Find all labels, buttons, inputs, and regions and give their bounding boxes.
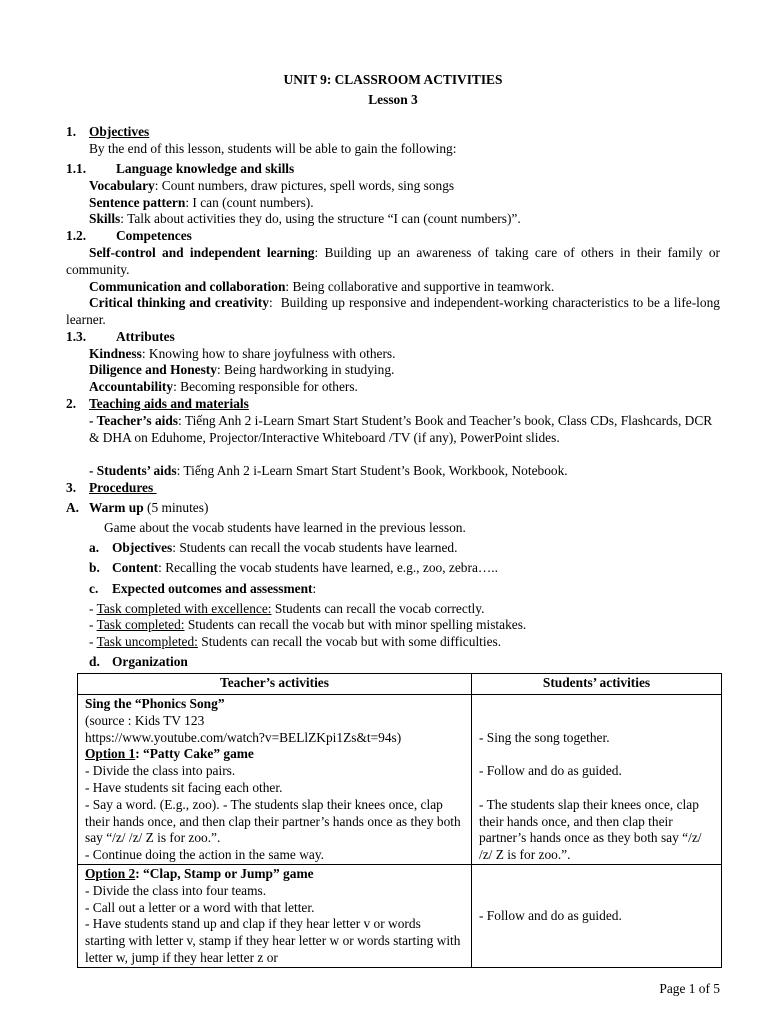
task-prefix: - (89, 617, 97, 632)
item-label: Sentence pattern (89, 195, 186, 210)
warm-up-objectives (89, 540, 457, 557)
attribute-accountability (89, 379, 358, 396)
task-label: Task completed: (96, 617, 185, 632)
item-label: Expected outcomes and assessment (112, 581, 313, 596)
stage-heading: Warm up (89, 500, 144, 515)
item-text: : Students can recall the vocab students have learned. (172, 540, 458, 555)
teacher-step: - Divide the class into pairs. (85, 763, 236, 779)
item-text: : Tiếng Anh 2 i-Learn Smart Start Student’s Book and Teacher’s book, Class CDs, Flashcards, DCR & DHA on Eduhome, Projector/Interactive Whiteboard /TV (if any), PowerPoint slides. (89, 413, 713, 445)
item-label: Objectives (112, 540, 173, 555)
competences-heading (66, 228, 192, 245)
item-label: Organization (112, 654, 188, 669)
language-item-sentence-pattern (89, 195, 314, 212)
item-label: - Teacher’s aids (89, 413, 179, 428)
student-activities-cell (472, 864, 722, 967)
item-text: : Being hardworking in studying. (216, 362, 395, 377)
section-heading: Procedures (89, 480, 157, 495)
subsection-number: 1.3. (66, 329, 87, 344)
option-label: Option 2 (85, 865, 136, 881)
option-name: : “Patty Cake” game (135, 746, 254, 762)
objectives-heading (66, 124, 149, 141)
item-letter: a. (89, 540, 100, 555)
page-number: Page 1 of 5 (659, 981, 720, 996)
item-letter: b. (89, 560, 100, 575)
language-item-vocabulary (89, 178, 454, 195)
subsection-number: 1.2. (66, 228, 87, 243)
teacher-activities-cell (78, 864, 472, 967)
warm-up-content (89, 560, 498, 577)
task-prefix: - (89, 601, 97, 616)
teacher-step: - Have students sit facing each other. (85, 779, 283, 795)
item-label: Self-control and independent learning (89, 245, 315, 260)
item-text: : Knowing how to share joyfulness with others. (141, 346, 396, 361)
competence-self-control (66, 245, 720, 279)
teacher-step: - Continue doing the action in the same way. (85, 847, 324, 863)
item-text: : Being collaborative and supportive in teamwork. (285, 279, 555, 294)
subsection-heading: Language knowledge and skills (116, 161, 295, 176)
item-text: : I can (count numbers). (185, 195, 314, 210)
stage-letter: A. (66, 500, 80, 515)
section-number: 3. (66, 480, 77, 495)
subsection-heading: Competences (116, 228, 192, 243)
subsection-number: 1.1. (66, 161, 87, 176)
item-label: Content (112, 560, 159, 575)
attributes-heading (66, 329, 175, 346)
student-step: - Sing the song together. (479, 729, 610, 745)
activity-title: Sing the “Phonics Song” (85, 696, 225, 711)
warm-up-intro: Game about the vocab students have learned in the previous lesson. (104, 520, 466, 535)
item-letter: c. (89, 581, 99, 596)
task-text: Students can recall the vocab but with some difficulties. (197, 634, 502, 649)
teaching-aids-heading (66, 396, 249, 413)
language-heading (66, 161, 294, 178)
teacher-step: - Call out a letter or a word with that letter. (85, 899, 315, 915)
warm-up-expected (89, 581, 316, 598)
item-label: Diligence and Honesty (89, 362, 217, 377)
student-step: - Follow and do as guided. (479, 763, 622, 779)
student-activities-cell (472, 695, 722, 865)
task-text: Students can recall the vocab but with minor spelling mistakes. (184, 617, 527, 632)
activity-source-url: https://www.youtube.com/watch?v=BELlZKpi1Zs&t=94s) (85, 729, 402, 745)
task-text: Students can recall the vocab correctly. (271, 601, 485, 616)
unit-title: UNIT 9: CLASSROOM ACTIVITIES (283, 72, 503, 87)
attribute-diligence (89, 362, 394, 379)
activity-source: (source : Kids TV 123 (85, 712, 205, 728)
option-label: Option 1 (85, 746, 136, 762)
table-row (78, 864, 722, 967)
task-completed (89, 617, 526, 634)
item-text: : Recalling the vocab students have learned, e.g., zoo, zebra….. (158, 560, 498, 575)
objectives-intro: By the end of this lesson, students will be able to gain the following: (89, 141, 457, 156)
column-header-teacher: Teacher’s activities (78, 674, 472, 695)
section-number: 2. (66, 396, 77, 411)
item-letter: d. (89, 654, 100, 669)
item-label: Accountability (89, 379, 174, 394)
item-label: Communication and collaboration (89, 279, 286, 294)
lesson-title: Lesson 3 (368, 92, 418, 107)
item-text: : Becoming responsible for others. (173, 379, 358, 394)
teacher-activities-cell (78, 695, 472, 865)
task-label: Task completed with excellence: (96, 601, 272, 616)
option-title (85, 866, 464, 883)
teacher-step: - Have students stand up and clap if they hear letter v or words starting with letter v, stamp if they hear letter w or words starting with letter w, jump if they hear letter z or (85, 916, 461, 965)
task-label: Task uncompleted: (96, 634, 198, 649)
item-text: : Count numbers, draw pictures, spell words, sing songs (154, 178, 455, 193)
item-label: Critical thinking and creativity (89, 295, 269, 310)
procedures-heading (66, 480, 157, 497)
warm-up-heading (66, 500, 208, 517)
student-aids (89, 463, 568, 480)
item-text: : (312, 581, 317, 596)
competence-critical-thinking (66, 295, 724, 329)
teacher-aids (89, 413, 721, 447)
column-header-students: Students’ activities (472, 674, 722, 695)
organization-table (77, 673, 722, 968)
item-text: : Tiếng Anh 2 i-Learn Smart Start Student’s Book, Workbook, Notebook. (176, 463, 568, 478)
table-row (78, 695, 722, 865)
item-label: - Students’ aids (89, 463, 177, 478)
section-heading: Objectives (89, 124, 150, 139)
teacher-step: - Say a word. (E.g., zoo). - The students slap their knees once, clap their hands once, and then clap their partner’s hands once as they both say “/z/ /z/ Z is for zoo.”. (85, 796, 461, 846)
item-text: : Building up an awareness of taking care of others in their family or community. (66, 245, 720, 277)
section-number: 1. (66, 124, 77, 139)
item-text: : Talk about activities they do, using the structure “I can (count numbers)”. (120, 211, 521, 226)
option-name: : “Clap, Stamp or Jump” game (135, 865, 314, 881)
table-header-row (78, 674, 722, 695)
item-text: : Building up responsive and independent-working characteristics to be a life-long learner. (66, 295, 724, 327)
warm-up-organization (89, 654, 188, 671)
task-uncompleted (89, 634, 501, 651)
teacher-step: - Divide the class into four teams. (85, 882, 267, 898)
stage-duration: (5 minutes) (143, 500, 209, 515)
task-excellence (89, 601, 484, 618)
option-title (85, 746, 464, 763)
item-label: Skills (89, 211, 121, 226)
student-step: - The students slap their knees once, clap their hands once, and then clap their partner’s hands once as they both say “/z/ /z/ Z is for zoo.”. (479, 796, 702, 863)
subsection-heading: Attributes (116, 329, 175, 344)
section-heading: Teaching aids and materials (89, 396, 249, 411)
item-label: Kindness (89, 346, 142, 361)
language-item-skills (89, 211, 521, 228)
student-step: - Follow and do as guided. (479, 907, 622, 923)
task-prefix: - (89, 634, 97, 649)
attribute-kindness (89, 346, 396, 363)
item-label: Vocabulary (89, 178, 155, 193)
competence-communication (89, 279, 554, 296)
